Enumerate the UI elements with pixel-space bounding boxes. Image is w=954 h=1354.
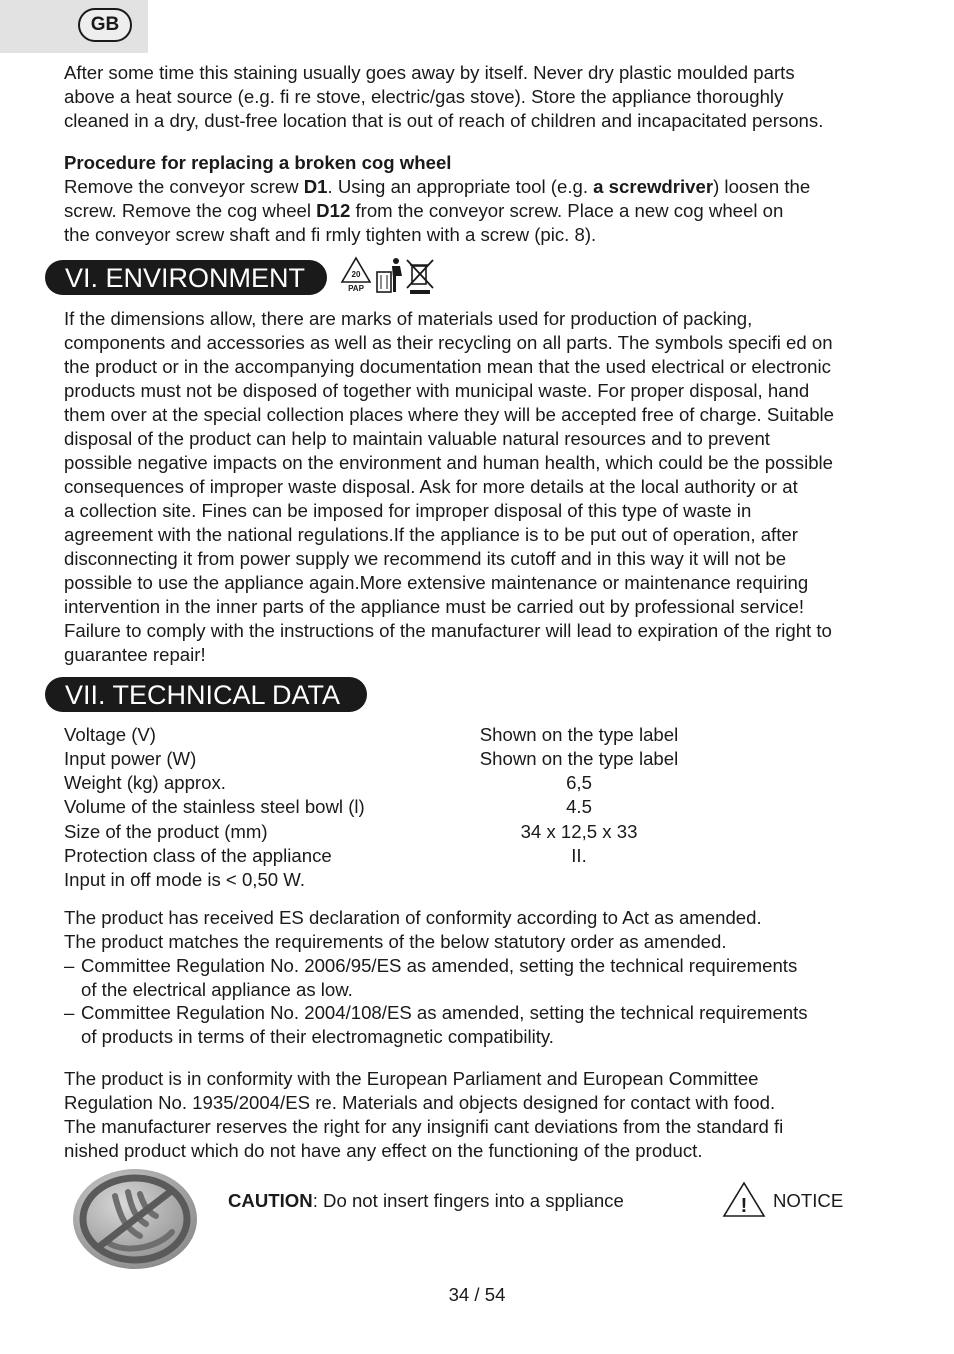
cog-line: Remove the conveyor screw D1. Using an appropriate tool (e.g. a screwdriver) loosen the [64,176,811,197]
warning-icon [722,1181,766,1219]
env-line: agreement with the national regulations.If the appliance is to be put out of operation, after [64,524,798,545]
env-line: possible negative impacts on the environment and human health, which could be the possible [64,452,834,473]
no-fingers-icon [70,1166,200,1272]
svg-text:20: 20 [351,270,361,279]
intro-line: After some time this staining usually goes away by itself. Never dry plastic moulded parts [64,62,795,83]
notice-label: NOTICE [773,1190,844,1211]
env-line: a collection site. Fines can be imposed for improper disposal of this type of waste in [64,500,752,521]
environment-paragraph [64,307,894,667]
env-line: disposal of the product can help to maintain valuable natural resources and to prevent [64,428,770,449]
tech-label: Weight (kg) approx. [64,772,226,793]
technical-heading: VII. TECHNICAL DATA [45,677,367,712]
tech-row-protection [64,844,764,868]
eu-line: Regulation No. 1935/2004/ES re. Materials and objects designed for contact with food. [64,1092,776,1113]
tech-row-weight [64,771,764,795]
tech-value: 4.5 [566,796,592,817]
language-badge: GB [78,8,132,42]
environment-heading: VI. ENVIRONMENT [45,260,327,295]
eu-line: nished product which do not have any effect on the functioning of the product. [64,1140,703,1161]
tech-value: Shown on the type label [479,748,679,769]
cog-title: Procedure for replacing a broken cog wheel [64,152,452,173]
eu-paragraph [64,1067,894,1163]
tech-label: Volume of the stainless steel bowl (l) [64,796,365,817]
svg-text:PAP: PAP [348,284,364,293]
tech-row-volume [64,795,764,819]
intro-line: above a heat source (e.g. fi re stove, electric/gas stove). Store the appliance thoroughly [64,86,784,107]
recycle-icon [342,258,370,293]
tech-value: Shown on the type label [479,724,679,745]
svg-text:!: ! [740,1195,748,1217]
tech-value: II. [571,845,587,866]
conformity-line: The product matches the requirements of the below statutory order as amended. [64,931,727,952]
tech-row-power [64,747,764,771]
cog-procedure [64,151,894,247]
eu-line: The product is in conformity with the European Parliament and European Committee [64,1068,759,1089]
intro-paragraph [64,61,894,133]
env-line: possible to use the appliance again.More extensive maintenance or maintenance requiring [64,572,809,593]
environment-icons [340,256,436,296]
env-line: them over at the special collection places where they will be accepted free of charge. Suitable [64,404,835,425]
tech-value: 34 x 12,5 x 33 [520,821,638,842]
language-tab [0,0,148,53]
regulation-item: – Committee Regulation No. 2004/108/ES as amended, setting the technical requirements of products in terms of their electromagnetic compatibility. [64,1002,808,1047]
tech-label: Size of the product (mm) [64,821,268,842]
env-line: intervention in the inner parts of the appliance must be carried out by professional service! [64,596,805,617]
offmode-text: Input in off mode is < 0,50 W. [64,869,306,890]
tech-row-size [64,820,764,844]
page-number: 34 / 54 [448,1284,506,1305]
cog-line: the conveyor screw shaft and fi rmly tighten with a screw (pic. 8). [64,224,597,245]
eu-line: The manufacturer reserves the right for any insignifi cant deviations from the standard fi [64,1116,784,1137]
env-line: disconnecting it from power supply we recommend its cutoff and in this way it will not be [64,548,787,569]
tech-row-voltage [64,723,764,747]
weee-bin-icon [407,260,433,294]
tech-label: Input power (W) [64,748,197,769]
env-line: consequences of improper waste disposal. Ask for more details at the local authority or at [64,476,798,497]
env-line: the product or in the accompanying documentation mean that the used electrical or electronic [64,356,831,377]
env-line: Failure to comply with the instructions of the manufacturer will lead to expiration of the right to [64,620,832,641]
caution-text: CAUTION: Do not insert fingers into a sppliance [228,1190,624,1211]
tech-label: Voltage (V) [64,724,156,745]
env-line: If the dimensions allow, there are marks of materials used for production of packing, [64,308,753,329]
env-line: guarantee repair! [64,644,206,665]
env-line: components and accessories as well as their recycling on all parts. The symbols specifi ed on [64,332,833,353]
cog-line: screw. Remove the cog wheel D12 from the conveyor screw. Place a new cog wheel on [64,200,784,221]
regulation-item: – Committee Regulation No. 2006/95/ES as amended, setting the technical requirements of the electrical appliance as low. [64,955,798,1000]
tech-label: Protection class of the appliance [64,845,332,866]
env-line: products must not be disposed of together with municipal waste. For proper disposal, hand [64,380,810,401]
intro-line: cleaned in a dry, dust-free location that is out of reach of children and incapacitated persons. [64,110,824,131]
conformity-line: The product has received ES declaration of conformity according to Act as amended. [64,907,762,928]
tech-value: 6,5 [566,772,592,793]
tidyman-icon [377,258,402,292]
